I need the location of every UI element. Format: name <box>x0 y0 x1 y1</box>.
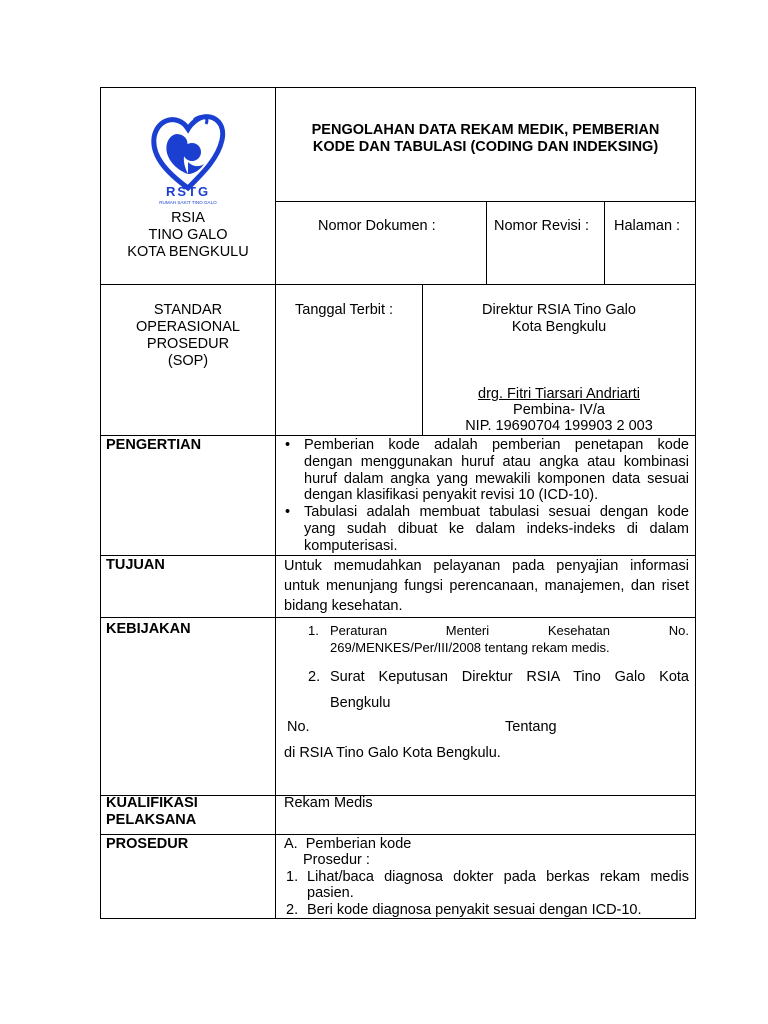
prosedur-step1-number: 1. <box>286 869 299 885</box>
kebijakan-item2-line2: Bengkulu <box>330 695 391 711</box>
halaman-divider <box>604 201 605 285</box>
nomor-dokumen-label: Nomor Dokumen : <box>318 218 436 234</box>
sop-label-line4: (SOP) <box>167 353 209 369</box>
hospital-name-line2: TINO GALO <box>148 227 228 243</box>
pengertian-list <box>283 437 689 555</box>
svg-text:RUMAH SAKIT TINO GALO: RUMAH SAKIT TINO GALO <box>159 200 217 205</box>
tujuan-text: Untuk memudahkan pelayanan pada penyajian informasi untuk menunjang fungsi perencanaan, manajemen, dan riset bidang kesehatan. <box>284 558 689 614</box>
tanggal-terbit-label: Tanggal Terbit : <box>295 302 394 318</box>
sop-label-line3: PROSEDUR <box>146 336 230 352</box>
hospital-name-line3: KOTA BENGKULU <box>127 244 249 260</box>
svg-text:RSTG: RSTG <box>165 184 211 199</box>
prosedur-step2-number: 2. <box>286 902 299 918</box>
halaman-label: Halaman : <box>614 218 681 234</box>
prosedur-step1-line2: pasien. <box>307 885 354 901</box>
sop-label-line2: OPERASIONAL <box>136 319 240 335</box>
kebijakan-item1-line2: 269/MENKES/Per/III/2008 tentang rekam medis. <box>330 640 610 655</box>
sop-label-line1: STANDAR <box>153 302 223 318</box>
kebijakan-label: KEBIJAKAN <box>106 621 191 637</box>
kebijakan-item2-line1: Surat Keputusan Direktur RSIA Tino Galo Kota <box>330 669 689 685</box>
prosedur-step1-line1: Lihat/baca diagnosa dokter pada berkas rekam medis <box>307 869 689 885</box>
revisi-divider <box>486 201 487 285</box>
prosedur-sub-a: A. Pemberian kode <box>284 836 412 852</box>
document-title-line1: PENGOLAHAN DATA REKAM MEDIK, PEMBERIAN <box>311 122 660 138</box>
prosedur-sub-a-prosedur: Prosedur : <box>303 852 370 868</box>
signer-nip: NIP. 19690704 199903 2 003 <box>465 418 653 434</box>
signer-name: drg. Fitri Tiarsari Andriarti <box>478 386 640 402</box>
nomor-revisi-label: Nomor Revisi : <box>494 218 590 234</box>
bullet-icon: • <box>285 437 291 453</box>
tujuan-bottom-line <box>100 617 696 618</box>
border-top <box>100 87 696 88</box>
hospital-logo <box>148 112 228 207</box>
document-title-line2: KODE DAN TABULASI (CODING DAN INDEKSING) <box>312 139 659 155</box>
bullet-icon: • <box>285 504 291 521</box>
prosedur-step2-text: Beri kode diagnosa penyakit sesuai dengan ICD-10. <box>307 902 642 918</box>
kebijakan-item1-line1: Peraturan Menteri Kesehatan No. <box>330 623 689 638</box>
kebijakan-item2-number: 2. <box>308 669 321 685</box>
kualifikasi-bottom-line <box>100 834 696 835</box>
direktur-title-line2: Kota Bengkulu <box>511 319 607 335</box>
heart-logo-icon <box>148 112 228 207</box>
kualifikasi-label-line2: PELAKSANA <box>106 812 197 828</box>
kebijakan-location-line: di RSIA Tino Galo Kota Bengkulu. <box>284 745 501 761</box>
header-bottom-line <box>100 284 696 285</box>
hospital-name-line1: RSIA <box>171 210 205 226</box>
pengertian-item: • Pemberian kode adalah pemberian penetapan kode dengan menggunakan huruf atau angka atau kombinasi huruf dalam angka yang mewakili komponen data sesuai dengan klasifikasi penyakit revisi 10 (ICD-10). <box>285 437 689 504</box>
tujuan-label: TUJUAN <box>106 557 165 573</box>
kebijakan-item1-number: 1. <box>308 623 319 638</box>
kualifikasi-text: Rekam Medis <box>284 795 373 811</box>
signer-rank: Pembina- IV/a <box>513 402 605 418</box>
direktur-title-line1: Direktur RSIA Tino Galo <box>482 302 636 318</box>
pengertian-item: • Tabulasi adalah membuat tabulasi sesuai dengan kode yang sudah dibuat ke dalam indeks-indeks di dalam komputerisasi. <box>285 504 689 554</box>
prosedur-label: PROSEDUR <box>106 836 189 852</box>
kualifikasi-label-line1: KUALIFIKASI <box>106 795 198 811</box>
kebijakan-no-label: No. <box>287 719 310 735</box>
kebijakan-tentang-label: Tentang <box>505 719 557 735</box>
pengertian-label: PENGERTIAN <box>106 437 202 453</box>
sop-bottom-line <box>100 435 696 436</box>
